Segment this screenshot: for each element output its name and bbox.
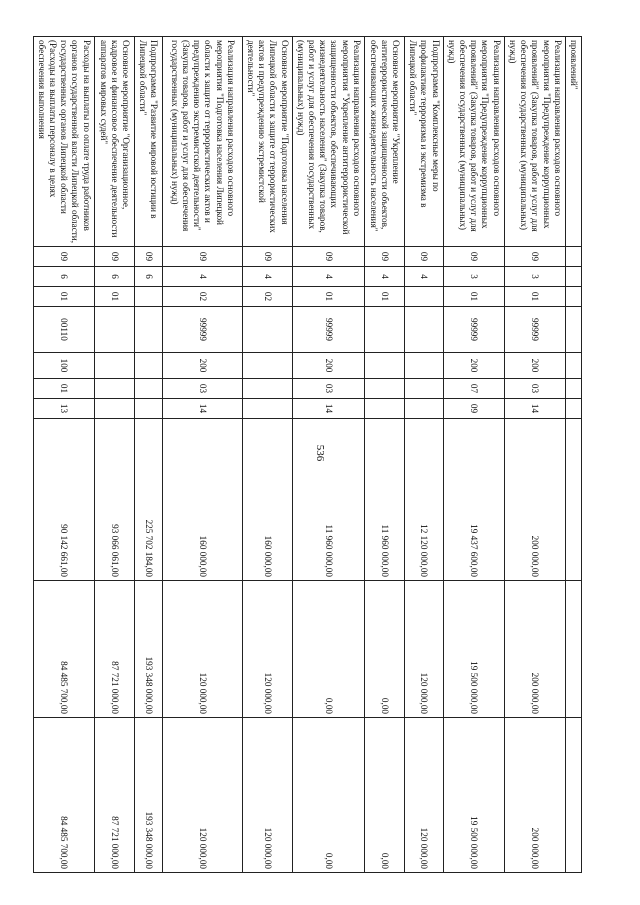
cell-direction: 99999: [443, 307, 504, 353]
table-body: [33, 37, 581, 873]
cell-direction: 99999: [292, 307, 364, 353]
table-row: [364, 37, 404, 873]
cell-main-event: [404, 287, 443, 307]
cell-section: 03: [162, 379, 242, 399]
cell-gp: 09: [242, 247, 292, 267]
cell-expense-type: [94, 353, 134, 379]
cell-subprogram: 6: [33, 267, 94, 287]
cell-amount-3: 120 000,00: [162, 718, 242, 873]
cell-subsection: [364, 399, 404, 419]
cell-amount-1: 90 142 661,00: [33, 419, 94, 581]
cell-main-event: 01: [504, 287, 565, 307]
cell-section: [134, 379, 162, 399]
table-row: [33, 37, 94, 873]
cell-amount-2: 0,00: [364, 581, 404, 718]
cell-section: 01: [33, 379, 94, 399]
cell-amount-3: 0,00: [364, 718, 404, 873]
cell-subprogram: 4: [162, 267, 242, 287]
cell-direction: 00110: [33, 307, 94, 353]
page-number: 536: [314, 444, 326, 462]
cell-amount-3: 193 348 000,00: [134, 718, 162, 873]
cell-subprogram: 3: [443, 267, 504, 287]
cell-main-event: 01: [94, 287, 134, 307]
cell-amount-1: 19 437 600,00: [443, 419, 504, 581]
cell-amount-3: 84 485 700,00: [33, 718, 94, 873]
cell-amount-3: 19 500 000,00: [443, 718, 504, 873]
cell-subsection: [134, 399, 162, 419]
cell-gp: 09: [404, 247, 443, 267]
continuation-text: проявлений": [565, 37, 581, 247]
cell-amount-2: 87 721 000,00: [94, 581, 134, 718]
table-row: [404, 37, 443, 873]
cell-expense-type: [364, 353, 404, 379]
cell-direction: [364, 307, 404, 353]
cell-subsection: [404, 399, 443, 419]
row-name: Реализация направления расходов основного мероприятия "Предупреждение коррупционных проявлений" (Закупка товаров, работ и услуг для обеспечения государственных (муниципальных) нужд): [504, 37, 565, 247]
cell-subsection: 14: [292, 399, 364, 419]
table-row: [443, 37, 504, 873]
cell-section: [94, 379, 134, 399]
cell-subsection: 09: [443, 399, 504, 419]
cell-amount-2: 0,00: [292, 581, 364, 718]
cell-subprogram: 4: [404, 267, 443, 287]
row-name: Реализация направления расходов основного мероприятия "Подготовка населения Липецкой области к защите от террористических актов и предупреждению экстремистской деятельности" (Закупка товаров, работ и услуг для обеспечения государственных (муниципальных) нужд): [162, 37, 242, 247]
cell-amount-3: 87 721 000,00: [94, 718, 134, 873]
cell-subprogram: 4: [292, 267, 364, 287]
cell-gp: 09: [504, 247, 565, 267]
cell-amount-1: 160 000,00: [242, 419, 292, 581]
cell-subprogram: 4: [242, 267, 292, 287]
cell-amount-3: 200 000,00: [504, 718, 565, 873]
row-name: Подпрограмма "Развитие мировой юстиции в Липецкой области": [134, 37, 162, 247]
row-name: Подпрограмма "Комплексные меры по профилактике терроризма и экстремизма в Липецкой области": [404, 37, 443, 247]
row-name: Основное мероприятие "Подготовка населения Липецкой области к защите от террористических актов и предупреждению экстремистской деятельности": [242, 37, 292, 247]
cell-direction: 99999: [162, 307, 242, 353]
table-row: [162, 37, 242, 873]
cell-expense-type: [404, 353, 443, 379]
cell-subprogram: 6: [134, 267, 162, 287]
cell-section: [364, 379, 404, 399]
cell-amount-1: 160 000,00: [162, 419, 242, 581]
cell-amount-2: 193 348 000,00: [134, 581, 162, 718]
cell-direction: [404, 307, 443, 353]
cell-amount-1: 200 000,00: [504, 419, 565, 581]
row-name: Основное мероприятие "Организационное, кадровое и финансовое обеспечение деятельности аппаратов мировых судей": [94, 37, 134, 247]
cell-direction: 99999: [504, 307, 565, 353]
cell-subsection: [94, 399, 134, 419]
cell-section: [404, 379, 443, 399]
cell-amount-1: 11 960 000,00: [364, 419, 404, 581]
row-name: Реализация направления расходов основного мероприятия "Укрепление антитеррористической защищенности объектов, обеспечивающих жизнедеятельность населения" (Закупка товаров, работ и услуг для обеспечения государственных (муниципальных) нужд): [292, 37, 364, 247]
cell-amount-2: 84 485 700,00: [33, 581, 94, 718]
table-row: [134, 37, 162, 873]
cell-main-event: [134, 287, 162, 307]
cell-amount-2: 19 500 000,00: [443, 581, 504, 718]
cell-subprogram: 4: [364, 267, 404, 287]
cell-amount-3: 120 000,00: [242, 718, 292, 873]
cell-main-event: 01: [443, 287, 504, 307]
cell-section: 07: [443, 379, 504, 399]
cell-main-event: 02: [162, 287, 242, 307]
cell-expense-type: [134, 353, 162, 379]
cell-gp: 09: [33, 247, 94, 267]
row-name: Расходы на выплаты по оплате труда работников органов государственной власти Липецкой области, государственных органов Липецкой области (Расходы на выплаты персоналу в целях обеспечения выполнения: [33, 37, 94, 247]
cell-main-event: 02: [242, 287, 292, 307]
cell-section: 03: [504, 379, 565, 399]
cell-expense-type: 200: [504, 353, 565, 379]
table-row: [292, 37, 364, 873]
cell-amount-2: 200 000,00: [504, 581, 565, 718]
cell-main-event: 01: [292, 287, 364, 307]
cell-direction: [134, 307, 162, 353]
cell-amount-3: 0,00: [292, 718, 364, 873]
cell-section: [242, 379, 292, 399]
cell-gp: 09: [364, 247, 404, 267]
table-row: [242, 37, 292, 873]
rotated-table-area: [36, 36, 582, 872]
cell-amount-1: 11 960 000,00: [292, 419, 364, 581]
cell-expense-type: [242, 353, 292, 379]
row-name: Реализация направления расходов основного мероприятия "Предупреждение коррупционных проявлений" (Закупка товаров, работ и услуг для обеспечения государственных (муниципальных) нужд): [443, 37, 504, 247]
budget-table: [33, 36, 582, 873]
cell-amount-2: 120 000,00: [242, 581, 292, 718]
cell-gp: 09: [292, 247, 364, 267]
table-row: [94, 37, 134, 873]
cell-gp: 09: [162, 247, 242, 267]
cell-expense-type: 100: [33, 353, 94, 379]
cell-amount-2: 120 000,00: [404, 581, 443, 718]
cell-subsection: [242, 399, 292, 419]
cell-amount-3: 120 000,00: [404, 718, 443, 873]
cell-expense-type: 200: [443, 353, 504, 379]
cell-subsection: 13: [33, 399, 94, 419]
table-row: [504, 37, 565, 873]
cell-amount-2: 120 000,00: [162, 581, 242, 718]
cell-direction: [94, 307, 134, 353]
cell-main-event: 01: [364, 287, 404, 307]
cell-amount-1: 93 066 061,00: [94, 419, 134, 581]
row-name: Основное мероприятие "Укрепление антитеррористической защищенности объектов, обеспечивающих жизнедеятельность населения": [364, 37, 404, 247]
rotated-table-frame: [36, 36, 582, 872]
cell-gp: 09: [134, 247, 162, 267]
cell-main-event: 01: [33, 287, 94, 307]
cell-amount-1: 225 702 184,00: [134, 419, 162, 581]
cell-gp: 09: [443, 247, 504, 267]
cell-amount-1: 12 120 000,00: [404, 419, 443, 581]
cell-direction: [242, 307, 292, 353]
cell-gp: 09: [94, 247, 134, 267]
continuation-row: [565, 37, 581, 873]
cell-expense-type: 200: [162, 353, 242, 379]
cell-subprogram: 3: [504, 267, 565, 287]
cell-expense-type: 200: [292, 353, 364, 379]
cell-subsection: 14: [162, 399, 242, 419]
cell-section: 03: [292, 379, 364, 399]
cell-subsection: 14: [504, 399, 565, 419]
cell-subprogram: 6: [94, 267, 134, 287]
